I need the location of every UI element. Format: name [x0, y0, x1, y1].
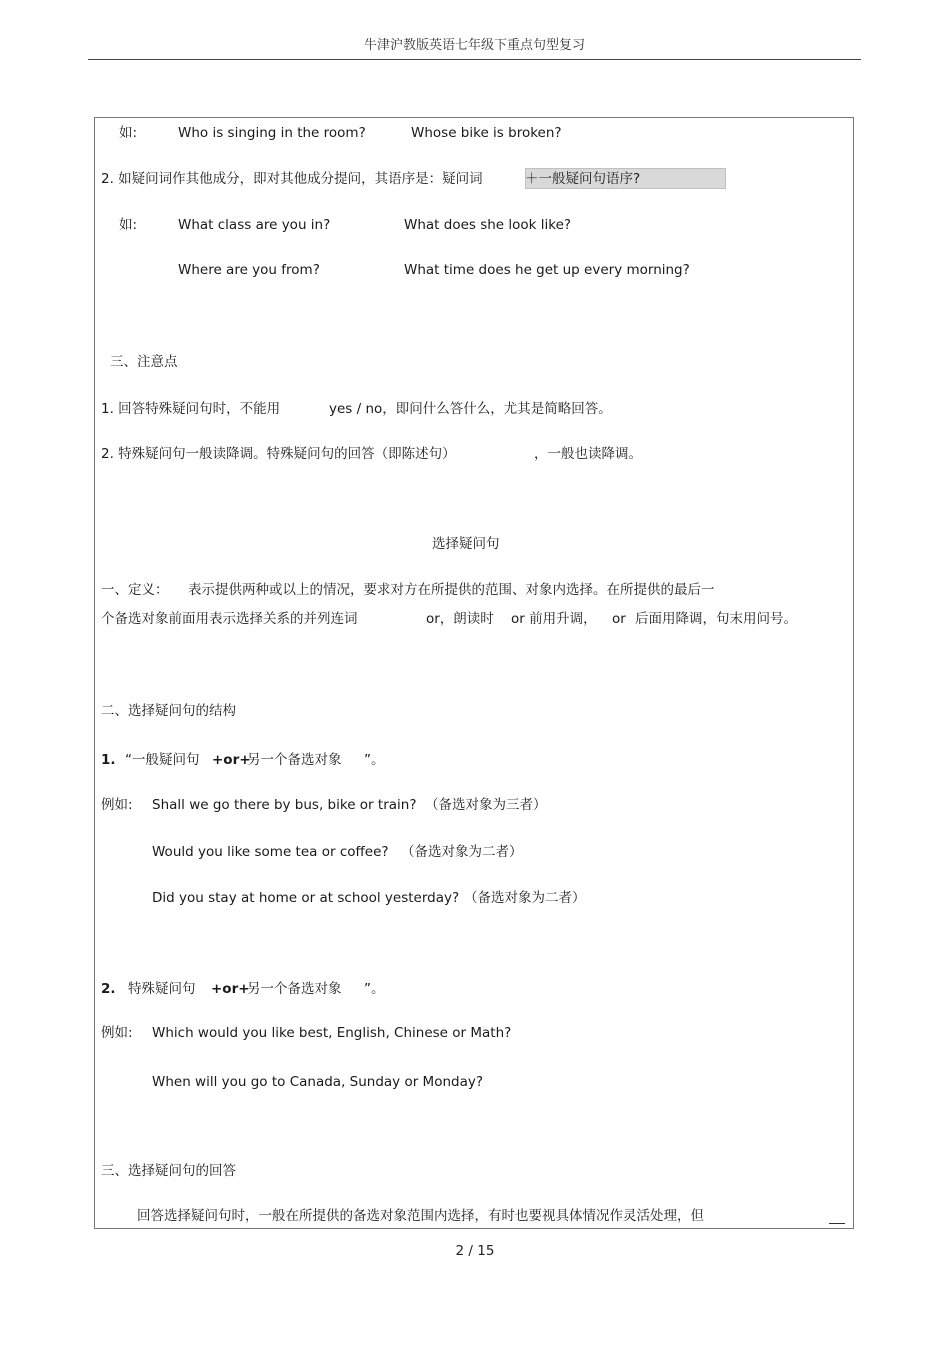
structure-2-operator: +or+ [211, 981, 250, 997]
example-sentence: Did you stay at home or at school yesterday? [152, 890, 460, 906]
definition-text: or，朗读时 [426, 611, 494, 627]
definition-text: 后面用降调，句末用问号。 [635, 611, 797, 627]
example-sentence: Which would you like best, English, Chinese or Math? [152, 1025, 512, 1041]
example-sentence: What time does he get up every morning? [404, 262, 690, 278]
structure-2-number: 2. [101, 981, 116, 997]
structure-2-text: 特殊疑问句 [128, 981, 196, 997]
example-sentence: Shall we go there by bus, bike or train? [152, 797, 417, 813]
continuation-mark [829, 1223, 845, 1224]
header-divider [88, 59, 861, 60]
example-note: （备选对象为二者） [401, 844, 523, 860]
structure-1-operator: +or+ [212, 752, 251, 768]
example-note: （备选对象为二者） [464, 890, 586, 906]
notes-heading: 三、注意点 [110, 354, 178, 370]
example-sentence: Would you like some tea or coffee? [152, 844, 389, 860]
example-sentence: Who is singing in the room? [178, 125, 366, 141]
definition-text: or 前用升调， [511, 611, 597, 627]
content-frame [94, 117, 854, 1229]
example-label: 如: [119, 125, 138, 141]
example-sentence: What class are you in? [178, 217, 331, 233]
structure-2-text: 另一个备选对象 [247, 981, 342, 997]
example-sentence: When will you go to Canada, Sunday or Monday? [152, 1074, 484, 1090]
example-note: （备选对象为三者） [425, 797, 547, 813]
structure-1-number: 1. [101, 752, 116, 768]
example-label: 例如: [101, 797, 133, 813]
definition-text: 个备选对象前面用表示选择关系的并列连词 [101, 611, 358, 627]
example-sentence: Whose bike is broken? [411, 125, 562, 141]
page-number: 2 / 15 [455, 1243, 495, 1259]
section-title: 选择疑问句 [432, 536, 500, 552]
example-sentence: What does she look like? [404, 217, 572, 233]
definition-label: 一、定义： [101, 582, 169, 598]
note-2-text: ，一般也读降调。 [534, 446, 642, 462]
rule-2-text: 2. 如疑问词作其他成分，即对其他成分提问，其语序是：疑问词 [101, 171, 483, 187]
answer-heading: 三、选择疑问句的回答 [101, 1163, 236, 1179]
structure-heading: 二、选择疑问句的结构 [101, 703, 236, 719]
example-label: 例如: [101, 1025, 133, 1041]
example-sentence: Where are you from? [178, 262, 320, 278]
example-label: 如: [119, 217, 138, 233]
structure-1-text: 另一个备选对象 [247, 752, 342, 768]
structure-1-text: ”。 [364, 752, 385, 768]
structure-1-text: “一般疑问句 [125, 752, 200, 768]
note-1-text: yes / no，即问什么答什么，尤其是简略回答。 [329, 401, 612, 417]
note-1-text: 1. 回答特殊疑问句时，不能用 [101, 401, 281, 417]
structure-2-text: ”。 [364, 981, 385, 997]
note-2-text: 2. 特殊疑问句一般读降调。特殊疑问句的回答（即陈述句） [101, 446, 456, 462]
page-header: 牛津沪教版英语七年级下重点句型复习 [363, 38, 585, 53]
answer-text: 回答选择疑问句时，一般在所提供的备选对象范围内选择，有时也要视具体情况作灵活处理，但 [137, 1208, 704, 1224]
definition-text: 表示提供两种或以上的情况，要求对方在所提供的范围、对象内选择。在所提供的最后一 [188, 582, 715, 598]
rule-2-highlight: ＋一般疑问句语序? [525, 171, 641, 187]
definition-text: or [612, 611, 626, 627]
